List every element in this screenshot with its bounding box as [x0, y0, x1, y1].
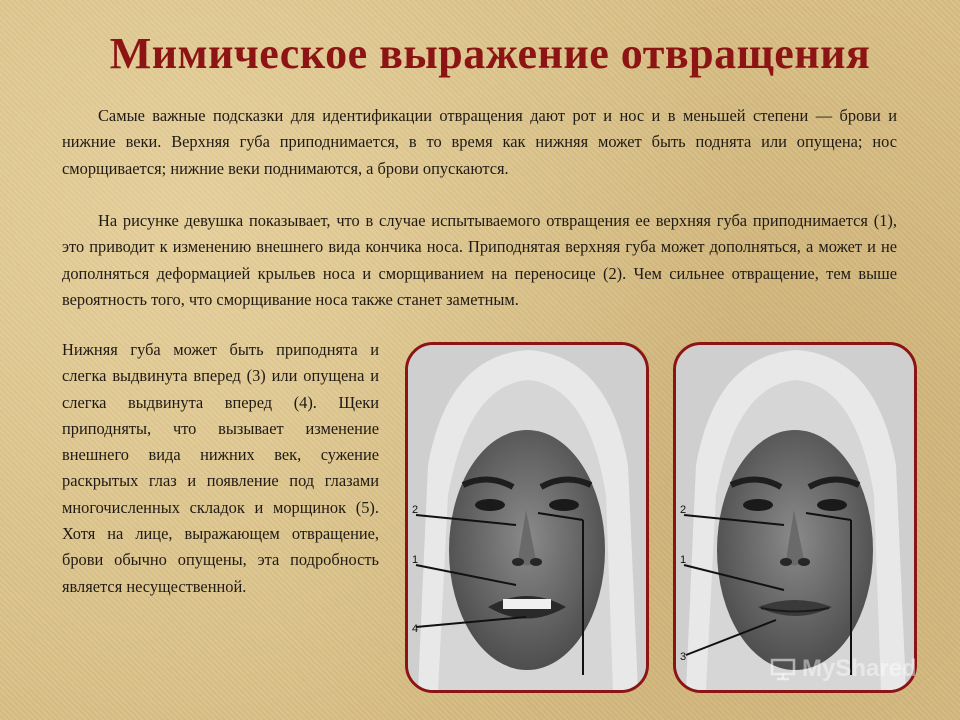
face-illustration-1: [408, 345, 646, 690]
face-photo-teeth: [405, 342, 649, 693]
photo2-label-2: 2: [680, 504, 687, 516]
watermark-text: MyShared: [802, 655, 917, 682]
paragraph-upper-lip: На рисунке девушка показывает, что в случае испытываемого отвращения ее верхняя губа приподнимается (1), это приводит к изменению внешнего вида кончика носа. Приподнятая верхняя губа может дополняться, а может и не дополняться деформацией крыльев носа и сморщиванием на переносице (2). Чем сильнее отвращение, тем выше вероятность того, что сморщивание носа также станет заметным.: [62, 211, 897, 309]
photo2-label-3: 3: [680, 651, 687, 663]
presentation-icon: [770, 657, 796, 681]
paragraph-lower-lip: Нижняя губа может быть приподнята и слегка выдвинута вперед (3) или опущена и слегка выдвинута вперед (4). Щеки приподняты, что вызывает изменение внешнего вида нижних век, сужение раскрытых глаз и появление под глазами многочисленных складок и морщинок (5). Хотя на лице, выражающем отвращение, брови обычно опущены, эта подробность является несущественной.: [62, 340, 379, 596]
paragraph-mouth-nose: Самые важные подсказки для идентификации отвращения дают рот и нос и в меньшей степени — брови и нижние веки. Верхняя губа приподнимается, в то время как нижняя может быть поднята или опущена; нос сморщивается; нижние веки поднимаются, а брови опускаются.: [62, 106, 897, 178]
face-illustration-2: [676, 345, 914, 690]
photo1-label-4: 4: [412, 623, 419, 635]
photo1-label-2: 2: [412, 504, 419, 516]
photo2-label-1: 1: [680, 554, 687, 566]
photo1-label-1: 1: [412, 554, 419, 566]
face-photo-lips: [673, 342, 917, 693]
slide-title: Мимическое выражение отвращения: [109, 29, 871, 78]
